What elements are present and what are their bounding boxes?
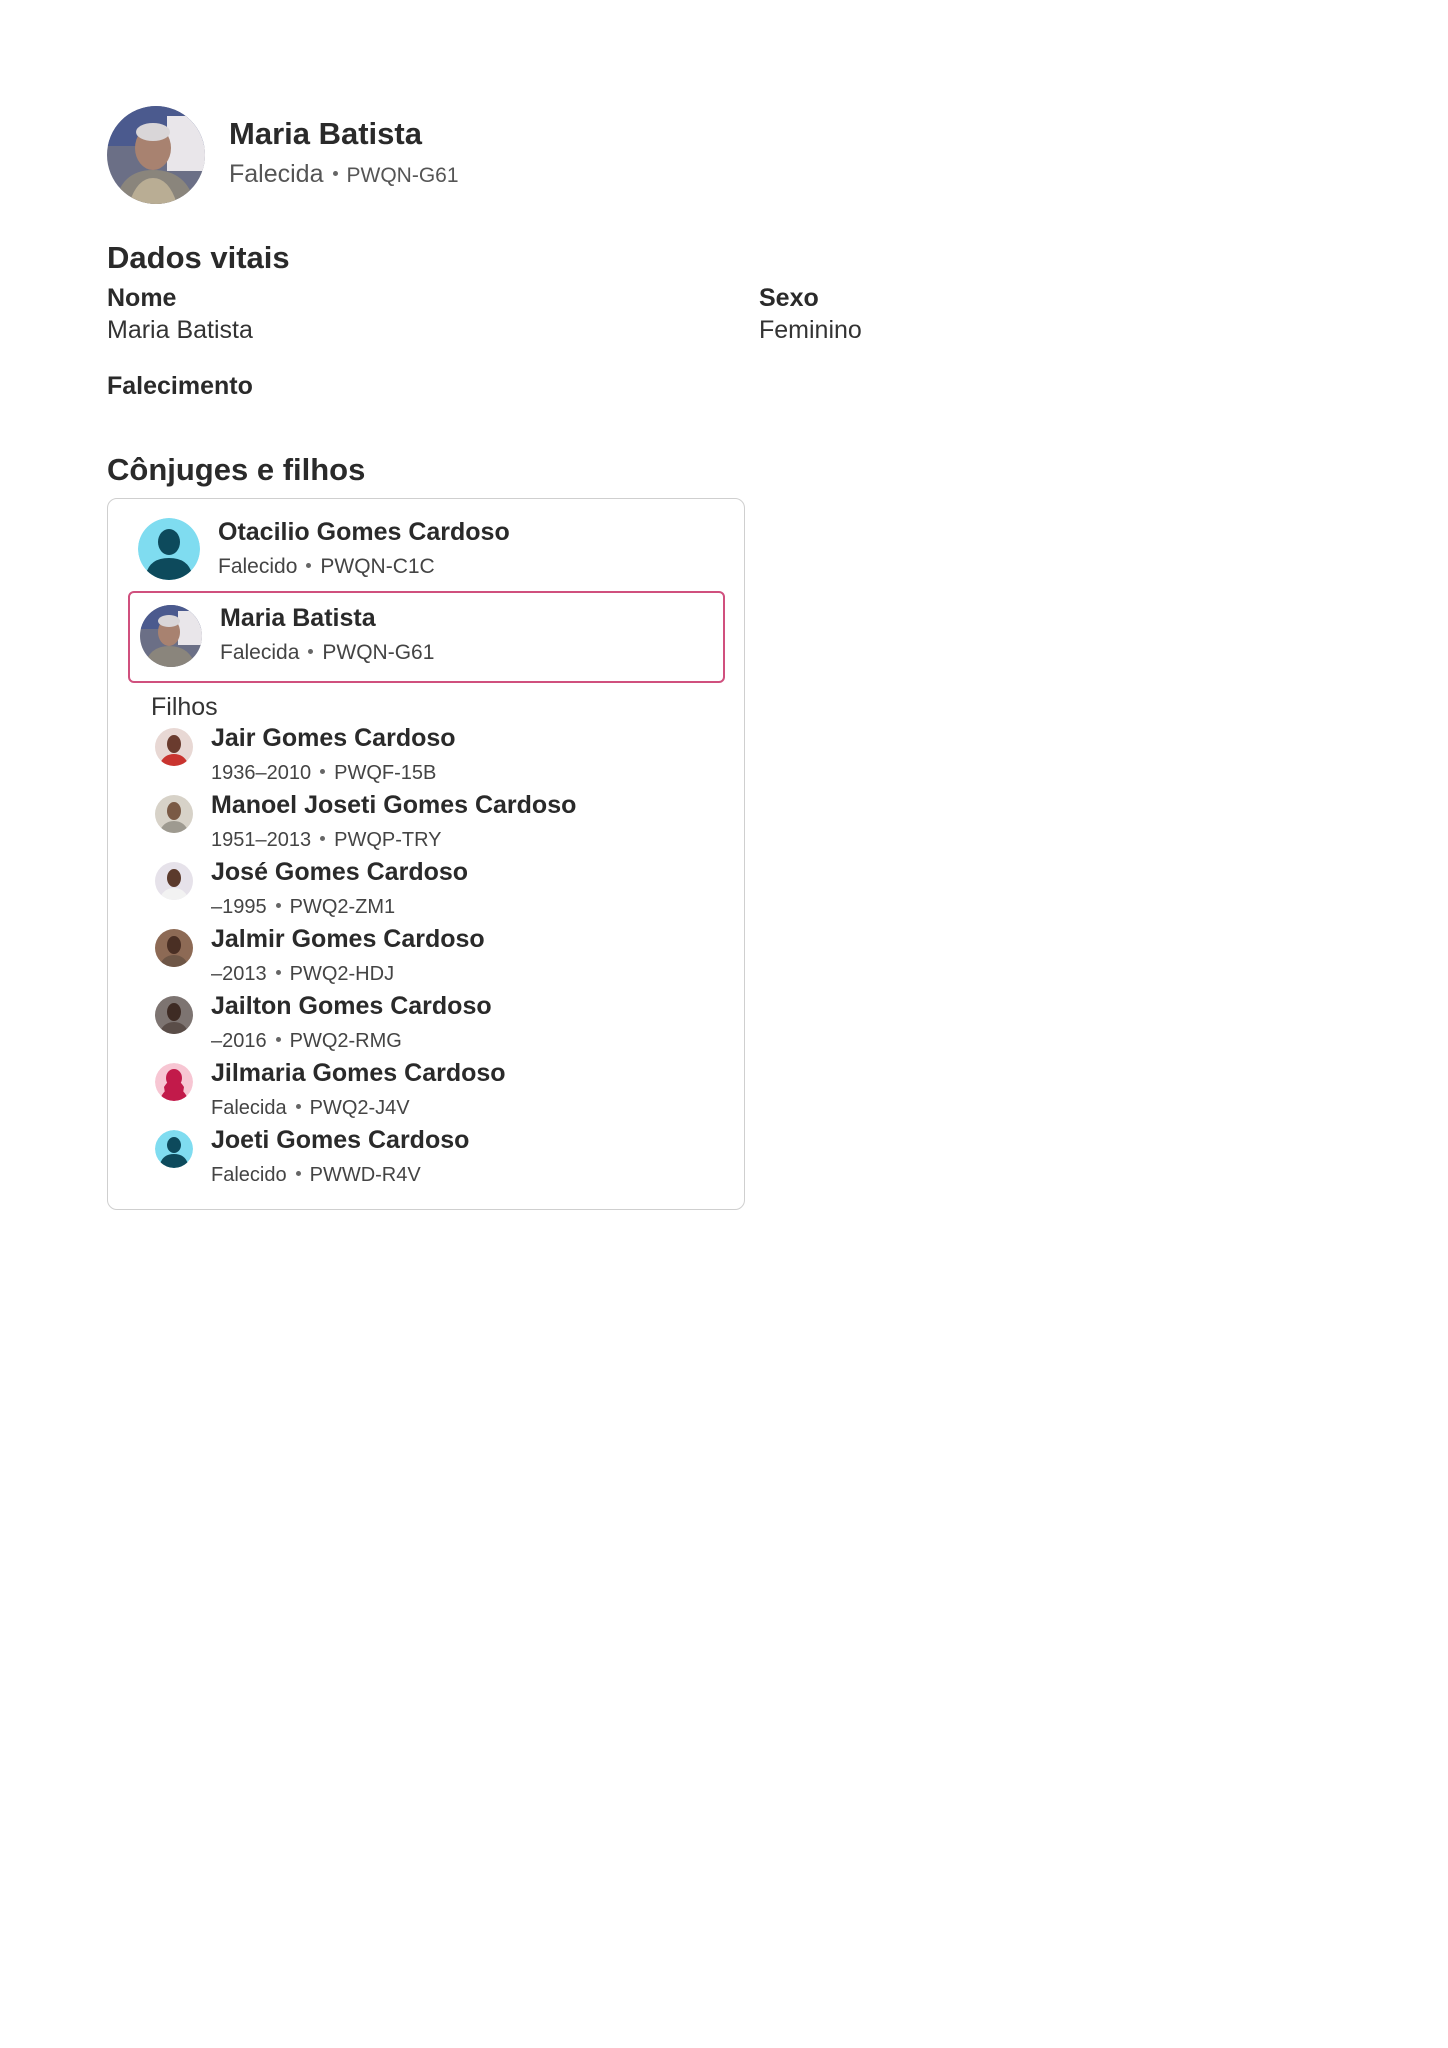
child-lifespan: –2016 (211, 1030, 267, 1052)
child-lifespan: –2013 (211, 963, 267, 985)
spouse-details (218, 555, 435, 579)
child-details (211, 1097, 410, 1120)
separator-dot (296, 1104, 301, 1109)
child-name[interactable]: José Gomes Cardoso (211, 858, 469, 886)
separator-dot (320, 836, 325, 841)
child-id: PWQF-15B (334, 762, 437, 784)
person-id: PWQN-G61 (346, 164, 459, 187)
spouse-id: PWQN-G61 (322, 641, 435, 664)
sex-label: Sexo (759, 284, 819, 312)
child-lifespan: Falecido (211, 1164, 287, 1186)
spouse-status: Falecida (220, 641, 300, 664)
separator-dot (296, 1171, 301, 1176)
spouse-details (220, 641, 434, 665)
person-photo-avatar (140, 605, 202, 667)
child-lifespan: Falecida (211, 1097, 287, 1119)
separator-dot (306, 563, 311, 568)
death-label: Falecimento (107, 372, 253, 400)
person-photo-avatar (155, 929, 193, 967)
person-subtitle (229, 160, 459, 189)
child-id: PWQ2-RMG (289, 1030, 402, 1052)
child-id: PWQ2-J4V (309, 1097, 410, 1119)
child-lifespan: 1936–2010 (211, 762, 312, 784)
child-lifespan: 1951–2013 (211, 829, 312, 851)
child-details (211, 1030, 402, 1053)
children-label: Filhos (151, 693, 218, 721)
child-id: PWQP-TRY (334, 829, 442, 851)
child-details (211, 896, 395, 919)
separator-dot (276, 1037, 281, 1042)
separator-dot (276, 903, 281, 908)
person-photo-avatar (155, 795, 193, 833)
child-name[interactable]: Jailton Gomes Cardoso (211, 992, 492, 1020)
spouse-status: Falecido (218, 555, 298, 578)
child-lifespan: –1995 (211, 896, 267, 918)
child-details (211, 1164, 421, 1187)
child-id: PWWD-R4V (309, 1164, 421, 1186)
separator-dot (333, 171, 338, 176)
child-id: PWQ2-HDJ (289, 963, 395, 985)
vitals-title: Dados vitais (107, 240, 290, 275)
separator-dot (308, 649, 313, 654)
person-photo-avatar (155, 728, 193, 766)
name-value: Maria Batista (107, 316, 253, 344)
sex-value: Feminino (759, 316, 862, 344)
spouse-name[interactable]: Maria Batista (220, 604, 376, 632)
person-avatar (107, 106, 205, 204)
name-label: Nome (107, 284, 177, 312)
person-name: Maria Batista (229, 116, 422, 151)
male-silhouette-icon (155, 1130, 193, 1168)
child-id: PWQ2-ZM1 (289, 896, 396, 918)
person-photo-avatar (155, 862, 193, 900)
child-details (211, 963, 394, 986)
female-silhouette-icon (155, 1063, 193, 1101)
child-name[interactable]: Jalmir Gomes Cardoso (211, 925, 485, 953)
family-title: Cônjuges e filhos (107, 452, 366, 487)
child-details (211, 762, 436, 785)
separator-dot (320, 769, 325, 774)
child-name[interactable]: Jair Gomes Cardoso (211, 724, 456, 752)
child-name[interactable]: Manoel Joseti Gomes Cardoso (211, 791, 577, 819)
child-name[interactable]: Jilmaria Gomes Cardoso (211, 1059, 506, 1087)
person-status: Falecida (229, 160, 324, 188)
child-name[interactable]: Joeti Gomes Cardoso (211, 1126, 470, 1154)
spouse-id: PWQN-C1C (320, 555, 435, 578)
separator-dot (276, 970, 281, 975)
child-details (211, 829, 442, 852)
male-silhouette-icon (138, 518, 200, 580)
selected-spouse-highlight (128, 591, 725, 683)
person-photo-avatar (155, 996, 193, 1034)
spouse-name[interactable]: Otacilio Gomes Cardoso (218, 518, 510, 546)
